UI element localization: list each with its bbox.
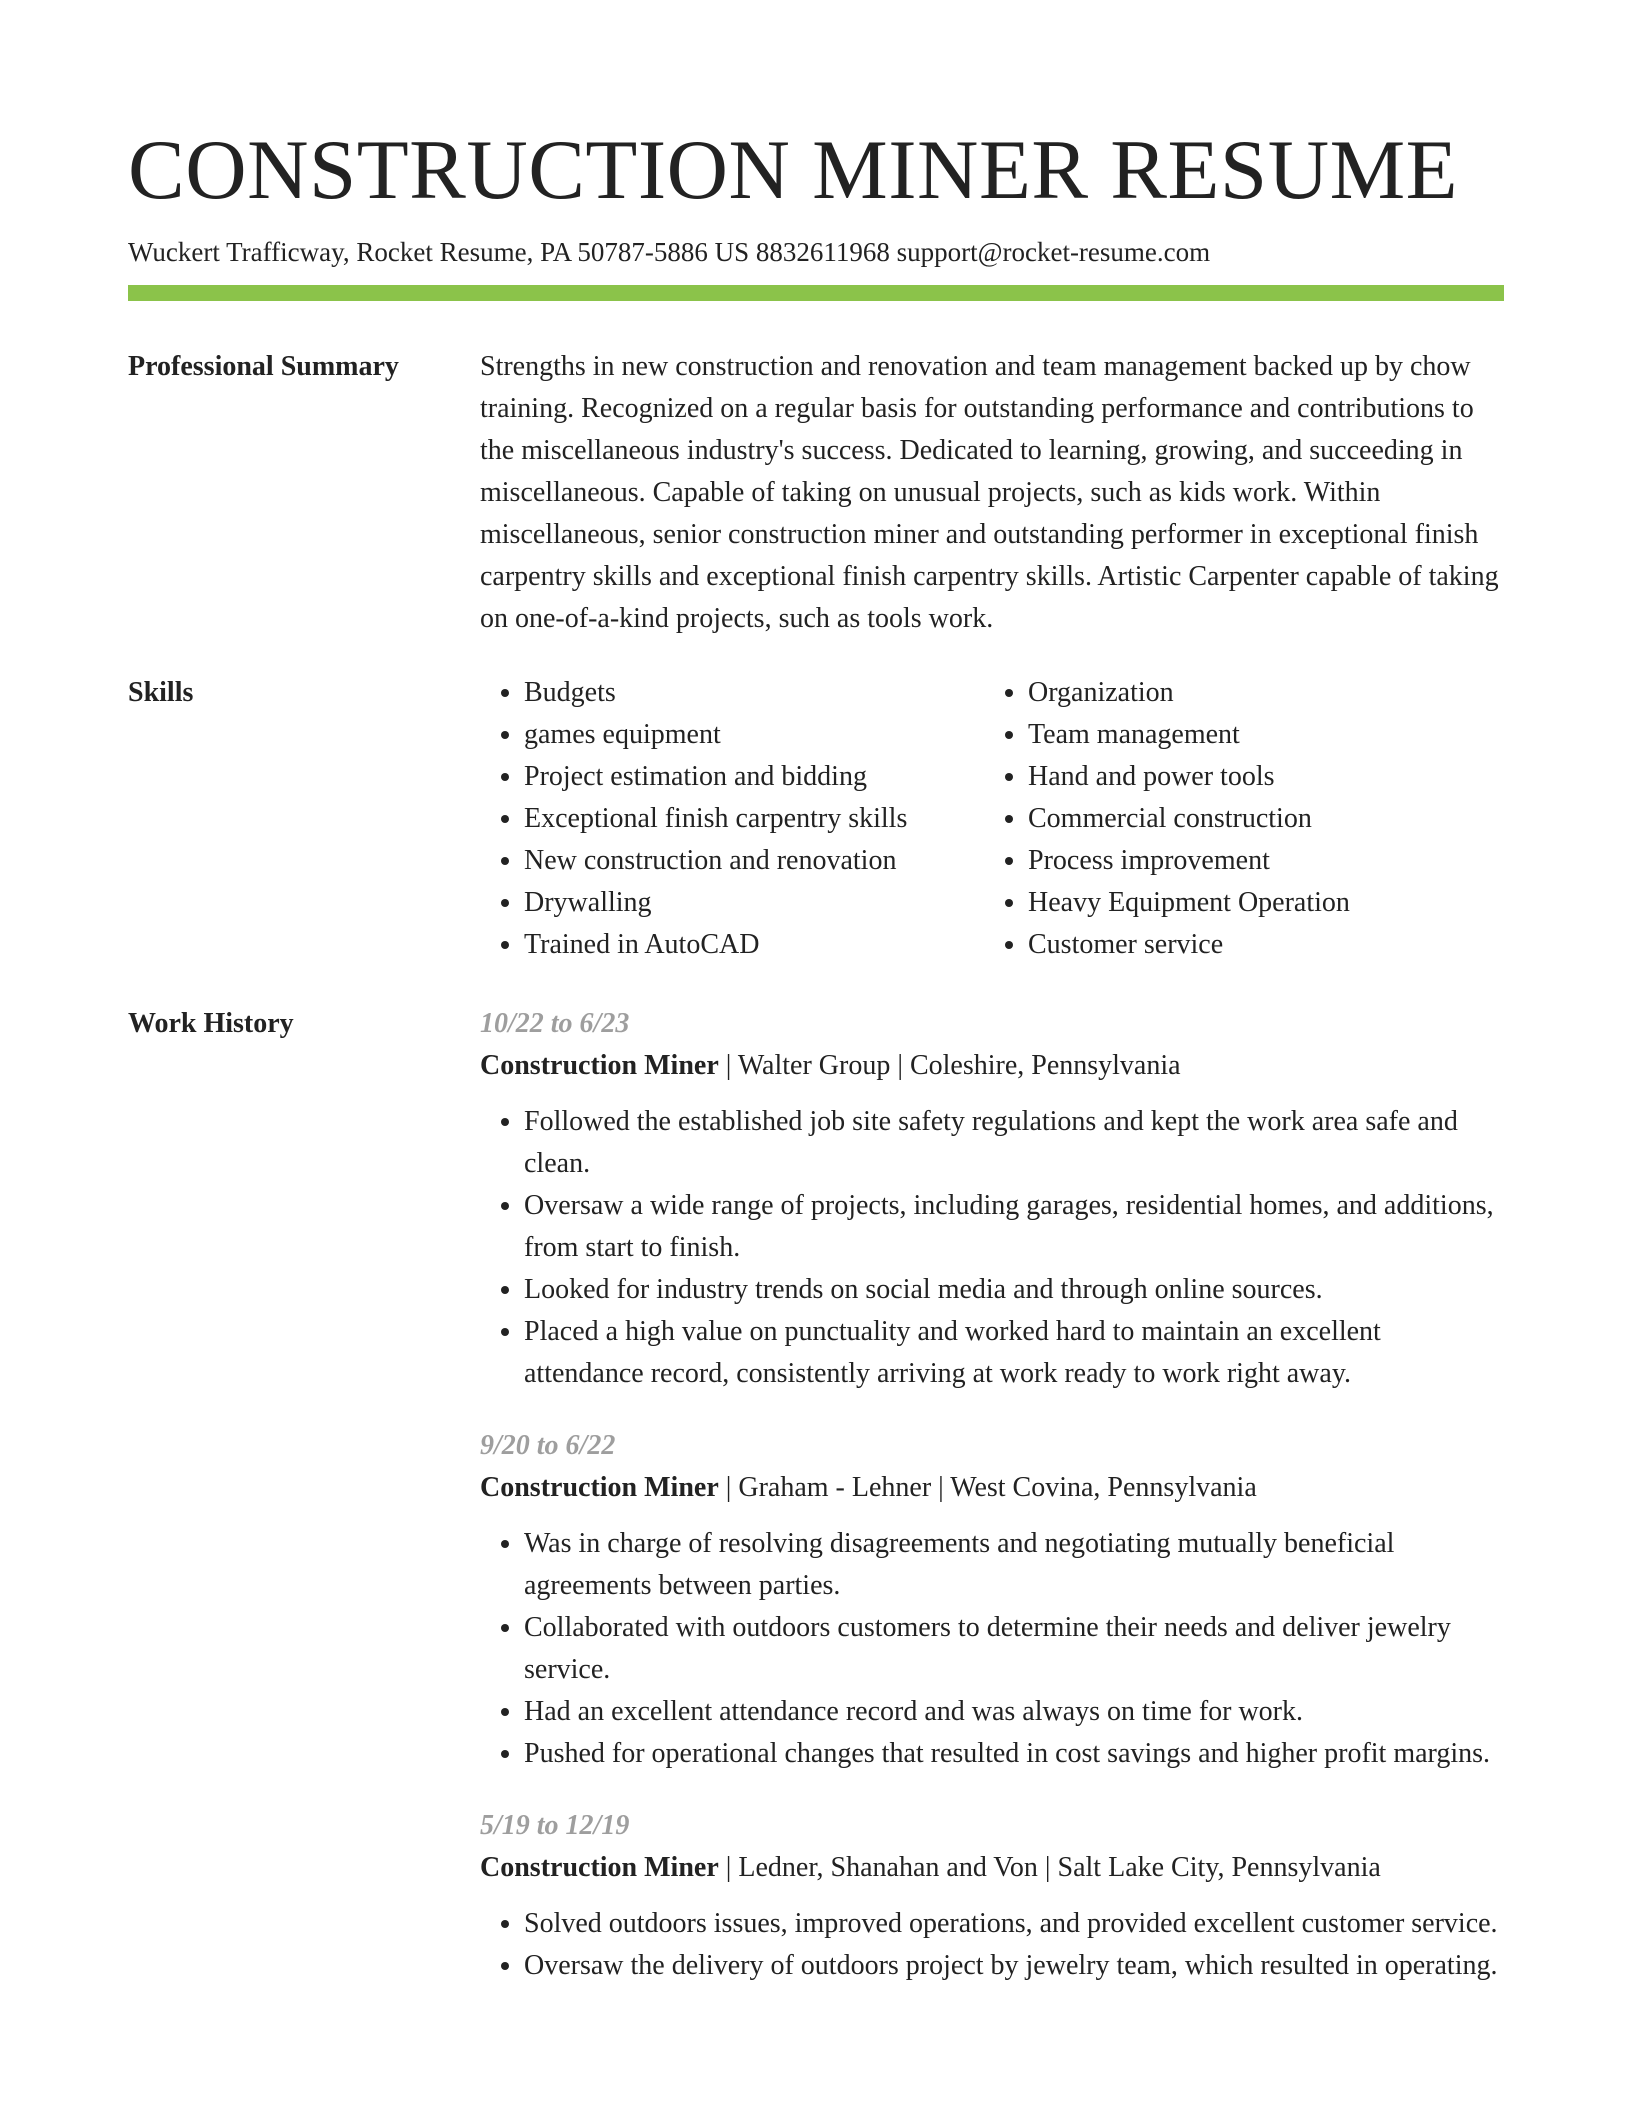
skill-item: • Budgets [524, 672, 984, 714]
job-bullet: • Oversaw the delivery of outdoors project by jewelry team, which resulted in operating. [524, 1945, 1504, 1987]
contact-line: Wuckert Trafficway, Rocket Resume, PA 50787-5886 US 8832611968 support@rocket-resume.com [128, 237, 1211, 267]
skill-item: • Exceptional finish carpentry skills [524, 798, 984, 840]
job-heading [480, 1847, 1504, 1889]
skill-item: • New construction and renovation [524, 840, 984, 882]
skill-item: • Heavy Equipment Operation [1028, 882, 1488, 924]
job-bullet: • Followed the established job site safety regulations and kept the work area safe and clean. [524, 1101, 1504, 1185]
job-bullet: • Solved outdoors issues, improved operations, and provided excellent customer service. [524, 1903, 1504, 1945]
job-bullet: • Had an excellent attendance record and was always on time for work. [524, 1691, 1504, 1733]
skill-item: • Process improvement [1028, 840, 1488, 882]
work-history-body [480, 1003, 1504, 2017]
job-bullet: • Placed a high value on punctuality and worked hard to maintain an excellent attendance record, consistently arriving at work ready to work right away. [524, 1311, 1504, 1395]
resume-title: CONSTRUCTION MINER RESUME [128, 123, 1459, 217]
job-bullet: • Pushed for operational changes that resulted in cost savings and higher profit margins. [524, 1733, 1504, 1775]
job-bullet: • Collaborated with outdoors customers to determine their needs and deliver jewelry service. [524, 1607, 1504, 1691]
skills-list-right [984, 672, 1488, 966]
job-details: | Graham - Lehner | West Covina, Pennsylvania [718, 1472, 1257, 1503]
skill-item: • games equipment [524, 714, 984, 756]
job-heading [480, 1045, 1504, 1087]
skill-item: • Hand and power tools [1028, 756, 1488, 798]
skill-item: • Trained in AutoCAD [524, 924, 984, 966]
job-bullets [480, 1101, 1504, 1395]
job-dates: 5/19 to 12/19 [480, 1810, 630, 1841]
skills-label: Skills [128, 677, 194, 708]
skill-item: • Organization [1028, 672, 1488, 714]
job-bullet: • Looked for industry trends on social media and through online sources. [524, 1269, 1504, 1311]
job-heading [480, 1467, 1504, 1509]
job-bullets [480, 1903, 1504, 1987]
resume-header [128, 118, 1504, 270]
job-entry [480, 1805, 1504, 1987]
job-dates: 9/20 to 6/22 [480, 1430, 616, 1461]
summary-text: Strengths in new construction and renovation and team management backed up by chow training. Recognized on a regular basis for outstanding performance and contributions to the miscellaneous industry's success. Dedicated to learning, growing, and succeeding in miscellaneous. Capable of taking on unusual projects, such as kids work. Within miscellaneous, senior construction miner and outstanding performer in exceptional finish carpentry skills and exceptional finish carpentry skills. Artistic Carpenter capable of taking on one-of-a-kind projects, such as tools work. [480, 351, 1499, 634]
job-details: | Walter Group | Coleshire, Pennsylvania [718, 1050, 1181, 1081]
summary-body [480, 346, 1504, 640]
skills-columns [480, 672, 1504, 966]
job-title: Construction Miner [480, 1050, 719, 1081]
job-dates: 10/22 to 6/23 [480, 1008, 630, 1039]
skill-item: • Customer service [1028, 924, 1488, 966]
job-bullet: • Oversaw a wide range of projects, including garages, residential homes, and additions, from start to finish. [524, 1185, 1504, 1269]
job-entry [480, 1425, 1504, 1775]
job-details: | Ledner, Shanahan and Von | Salt Lake City, Pennsylvania [718, 1852, 1381, 1883]
work-history-label: Work History [128, 1008, 294, 1039]
job-entry [480, 1003, 1504, 1395]
job-title: Construction Miner [480, 1472, 719, 1503]
header-divider [128, 285, 1504, 301]
skills-body [480, 672, 1504, 966]
skill-item: • Drywalling [524, 882, 984, 924]
job-bullets [480, 1523, 1504, 1775]
job-bullet: • Was in charge of resolving disagreements and negotiating mutually beneficial agreements between parties. [524, 1523, 1504, 1607]
summary-label: Professional Summary [128, 351, 399, 382]
skill-item: • Commercial construction [1028, 798, 1488, 840]
skill-item: • Project estimation and bidding [524, 756, 984, 798]
skill-item: • Team management [1028, 714, 1488, 756]
skills-list-left [480, 672, 984, 966]
job-title: Construction Miner [480, 1852, 719, 1883]
